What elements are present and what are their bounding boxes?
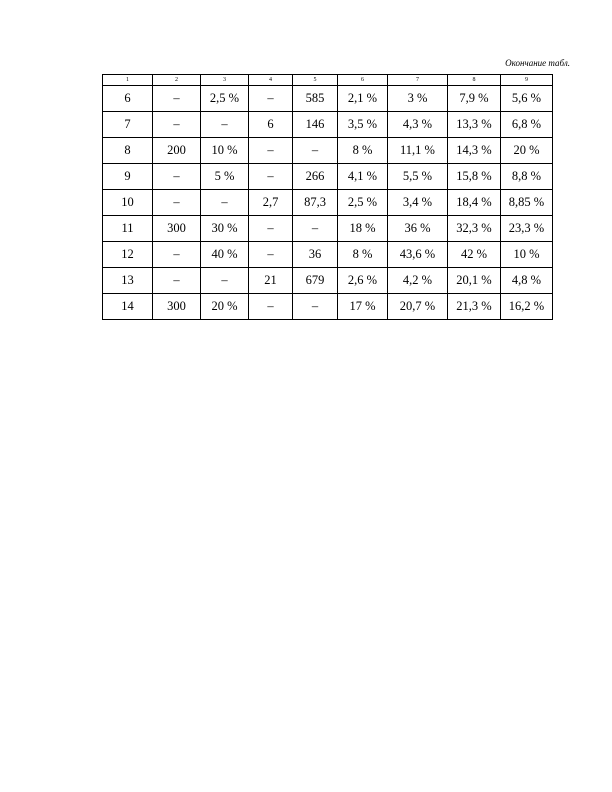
table-cell: 4,1 % <box>338 164 388 190</box>
table-row <box>103 112 553 138</box>
table-cell: 6 <box>249 112 293 138</box>
table-cell: 6 <box>103 86 153 112</box>
table-cell: 16,2 % <box>501 294 553 320</box>
table-cell: 200 <box>153 138 201 164</box>
table-cell: 18,4 % <box>448 190 501 216</box>
table-cell: 20 % <box>201 294 249 320</box>
table-cell: – <box>153 268 201 294</box>
table-cell: 300 <box>153 294 201 320</box>
table-cell: – <box>293 216 338 242</box>
table-cell: 30 % <box>201 216 249 242</box>
table-row <box>103 190 553 216</box>
table-cell: 14 <box>103 294 153 320</box>
table-cell: 15,8 % <box>448 164 501 190</box>
table-cell: 11 <box>103 216 153 242</box>
table-row <box>103 242 553 268</box>
table-row <box>103 294 553 320</box>
table-cell: 2,7 <box>249 190 293 216</box>
table-cell: – <box>249 216 293 242</box>
table-cell: 679 <box>293 268 338 294</box>
table-cell: 12 <box>103 242 153 268</box>
table-cell: 9 <box>103 164 153 190</box>
table-cell: 14,3 % <box>448 138 501 164</box>
table-cell: 32,3 % <box>448 216 501 242</box>
table-cell: 10 <box>103 190 153 216</box>
table-row <box>103 268 553 294</box>
table-cell: 6,8 % <box>501 112 553 138</box>
table-cell: 21 <box>249 268 293 294</box>
table-cell: 20,7 % <box>388 294 448 320</box>
table-cell: 21,3 % <box>448 294 501 320</box>
table-cell: 7,9 % <box>448 86 501 112</box>
table-row <box>103 216 553 242</box>
table-cell: 17 % <box>338 294 388 320</box>
table-row <box>103 86 553 112</box>
table-cell: 13,3 % <box>448 112 501 138</box>
table-cell: 5,5 % <box>388 164 448 190</box>
table-cell: – <box>249 138 293 164</box>
table-cell: 8,85 % <box>501 190 553 216</box>
column-number-cell: 7 <box>388 75 448 86</box>
table-cell: 4,3 % <box>388 112 448 138</box>
table-cell: 8 % <box>338 242 388 268</box>
table-cell: – <box>249 294 293 320</box>
table-cell: 3,4 % <box>388 190 448 216</box>
table-cell: – <box>201 268 249 294</box>
table-row <box>103 138 553 164</box>
table-cell: – <box>201 112 249 138</box>
table-cell: – <box>249 86 293 112</box>
table-cell: 10 % <box>501 242 553 268</box>
table-cell: 7 <box>103 112 153 138</box>
table-cell: 43,6 % <box>388 242 448 268</box>
table-cell: 20,1 % <box>448 268 501 294</box>
column-number-cell: 1 <box>103 75 153 86</box>
table-header-row <box>103 75 553 86</box>
table-cell: 40 % <box>201 242 249 268</box>
table-cell: 42 % <box>448 242 501 268</box>
table-cell: 8 <box>103 138 153 164</box>
table-cell: 3,5 % <box>338 112 388 138</box>
table-cell: 8 % <box>338 138 388 164</box>
data-table <box>102 74 553 320</box>
table-cell: – <box>153 190 201 216</box>
table-cell: 2,5 % <box>201 86 249 112</box>
table-cell: 36 % <box>388 216 448 242</box>
table-cell: 20 % <box>501 138 553 164</box>
table-row <box>103 164 553 190</box>
table-cell: 4,8 % <box>501 268 553 294</box>
table-cell: – <box>153 164 201 190</box>
table-cell: 2,5 % <box>338 190 388 216</box>
table-cell: 5,6 % <box>501 86 553 112</box>
table-cell: 4,2 % <box>388 268 448 294</box>
column-number-cell: 8 <box>448 75 501 86</box>
table-cell: – <box>249 164 293 190</box>
table-cell: – <box>293 294 338 320</box>
table-cell: 13 <box>103 268 153 294</box>
column-number-cell: 3 <box>201 75 249 86</box>
table-cell: – <box>249 242 293 268</box>
table-cell: 146 <box>293 112 338 138</box>
table-cell: 23,3 % <box>501 216 553 242</box>
table-cell: – <box>153 112 201 138</box>
table-cell: 5 % <box>201 164 249 190</box>
column-number-cell: 9 <box>501 75 553 86</box>
table-cell: – <box>153 86 201 112</box>
table-cell: 3 % <box>388 86 448 112</box>
table-cell: 8,8 % <box>501 164 553 190</box>
table-cell: 585 <box>293 86 338 112</box>
table-cell: 87,3 <box>293 190 338 216</box>
column-number-cell: 2 <box>153 75 201 86</box>
table-cell: – <box>153 242 201 268</box>
table-cell: 11,1 % <box>388 138 448 164</box>
table-cell: 2,6 % <box>338 268 388 294</box>
column-number-cell: 4 <box>249 75 293 86</box>
table-cell: 300 <box>153 216 201 242</box>
table-caption: Окончание табл. <box>505 58 570 68</box>
table-cell: – <box>293 138 338 164</box>
table-cell: 36 <box>293 242 338 268</box>
table-cell: 18 % <box>338 216 388 242</box>
column-number-cell: 5 <box>293 75 338 86</box>
table-cell: 266 <box>293 164 338 190</box>
table-cell: 10 % <box>201 138 249 164</box>
table-cell: – <box>201 190 249 216</box>
column-number-cell: 6 <box>338 75 388 86</box>
table-cell: 2,1 % <box>338 86 388 112</box>
